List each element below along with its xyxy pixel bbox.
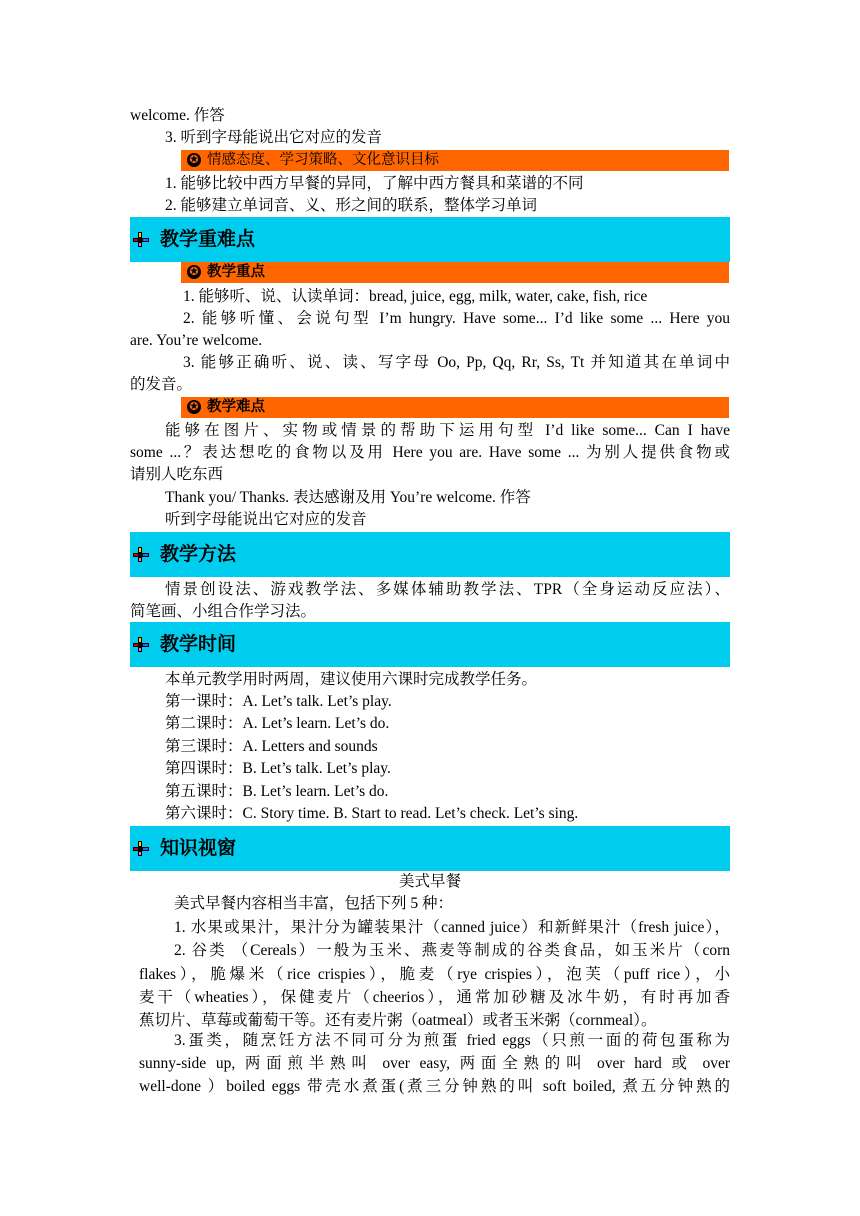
- star-circle-icon: ✪: [187, 400, 201, 414]
- section-bar-method: [130, 532, 730, 577]
- goals-bar: [181, 150, 729, 171]
- lesson-item: 第一课时：A. Let’s talk. Let’s play.: [165, 693, 392, 710]
- lesson-item: 第三课时：A. Letters and sounds: [165, 738, 378, 755]
- lesson-item: 第二课时：A. Let’s learn. Let’s do.: [165, 715, 390, 732]
- difficulty-line-3: 请别人吃东西: [130, 466, 224, 483]
- method-line-1: 情景创设法、游戏教学法、多媒体辅助教学法、TPR（全身运动反应法）、: [165, 581, 730, 598]
- knowledge-p1: 1. 水果或果汁，果汁分为罐装果汁（canned juice）和新鲜果汁（fresh juice），: [174, 919, 730, 936]
- section-bar-time: [130, 622, 730, 667]
- knowledge-p3a: 3.蛋类，随烹饪方法不同可分为煎蛋 fried eggs（只煎一面的荷包蛋称为: [174, 1032, 730, 1049]
- section-title-method: 教学方法: [160, 543, 237, 565]
- goal-item-2: 2. 能够建立单词音、义、形之间的联系，整体学习单词: [165, 197, 538, 214]
- focus-line-1: 1. 能够听、说、认读单词：bread, juice, egg, milk, water, cake, fish, rice: [183, 288, 648, 305]
- goals-bar-label: 情感态度、学习策略、文化意识目标: [207, 152, 439, 168]
- knowledge-intro: 美式早餐内容相当丰富，包括下列 5 种：: [174, 895, 454, 912]
- lesson-item: 第四课时：B. Let’s talk. Let’s play.: [165, 760, 391, 777]
- section-bar-key: [130, 217, 730, 262]
- focus-line-2b: are. You’re welcome.: [130, 332, 263, 349]
- star-circle-icon: ✪: [187, 265, 201, 279]
- book-icon: [133, 232, 149, 247]
- intro-line-2: 3. 听到字母能说出它对应的发音: [165, 129, 383, 146]
- section-bar-knowledge: [130, 826, 730, 871]
- focus-line-3b: 的发音。: [130, 376, 193, 393]
- focus-line-2a: 2. 能够听懂、会说句型 I’m hungry. Have some... I’d like some ... Here you: [183, 310, 730, 327]
- intro-line-1: welcome. 作答: [130, 107, 225, 124]
- section-title-key: 教学重难点: [160, 228, 256, 250]
- section-title-knowledge: 知识视窗: [160, 837, 237, 859]
- knowledge-p2a: 2. 谷类 （Cereals）一般为玉米、燕麦等制成的谷类食品，如玉米片（corn: [174, 942, 730, 959]
- knowledge-p2b: flakes），脆爆米（rice crispies），脆麦（rye crispies），泡芙（puff rice），小: [139, 966, 730, 983]
- focus-line-3a: 3. 能够正确听、说、读、写字母 Oo, Pp, Qq, Rr, Ss, Tt 并知道其在单词中: [183, 354, 730, 371]
- time-intro: 本单元教学用时两周，建议使用六课时完成教学任务。: [165, 671, 538, 688]
- lesson-item: 第六课时：C. Story time. B. Start to read. Let’s check. Let’s sing.: [165, 805, 579, 822]
- knowledge-p2d: 蕉切片、草莓或葡萄干等。还有麦片粥（oatmeal）或者玉米粥（cornmeal）。: [139, 1012, 657, 1029]
- focus-bar-label: 教学重点: [207, 264, 265, 280]
- section-title-time: 教学时间: [160, 633, 237, 655]
- focus-bar: [181, 262, 729, 283]
- knowledge-p3c: well-done ）boiled eggs 带壳水煮蛋(煮三分钟熟的叫 soft boiled, 煮五分钟熟的: [139, 1078, 730, 1095]
- difficulty-line-2: some ...？表达想吃的食物以及用 Here you are. Have some ... 为别人提供食物或: [130, 444, 730, 461]
- book-icon: [133, 547, 149, 562]
- goal-item-1: 1. 能够比较中西方早餐的异同，了解中西方餐具和菜谱的不同: [165, 175, 584, 192]
- difficulty-bar: [181, 397, 729, 418]
- knowledge-heading: 美式早餐: [398, 873, 461, 890]
- difficulty-line-1: 能够在图片、实物或情景的帮助下运用句型 I’d like some... Can I have: [165, 422, 730, 439]
- book-icon: [133, 841, 149, 856]
- knowledge-p3b: sunny-side up, 两面煎半熟叫 over easy, 两面全熟的叫 over hard 或 over: [139, 1055, 730, 1072]
- method-line-2: 简笔画、小组合作学习法。: [130, 603, 317, 620]
- difficulty-line-4: Thank you/ Thanks. 表达感谢及用 You’re welcome. 作答: [165, 489, 531, 506]
- book-icon: [133, 637, 149, 652]
- difficulty-line-5: 听到字母能说出它对应的发音: [165, 511, 367, 528]
- knowledge-p2c: 麦干（wheaties），保健麦片（cheerios），通常加砂糖及冰牛奶，有时再加香: [139, 989, 730, 1006]
- star-circle-icon: ✪: [187, 153, 201, 167]
- lesson-item: 第五课时：B. Let’s learn. Let’s do.: [165, 783, 389, 800]
- difficulty-bar-label: 教学难点: [207, 399, 265, 415]
